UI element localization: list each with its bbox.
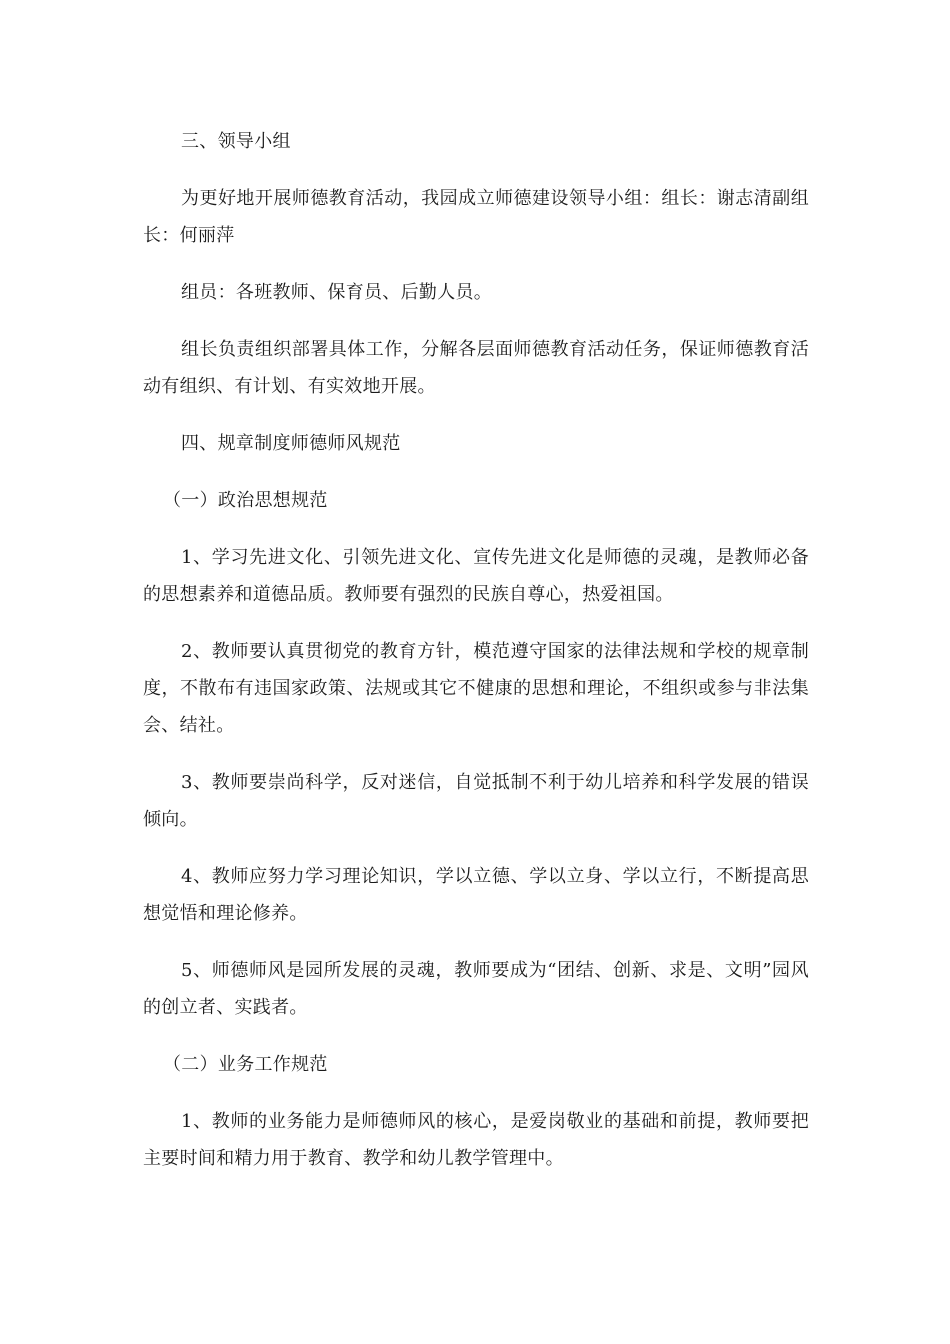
paragraph-political-item-1: 1、学习先进文化、引领先进文化、宣传先进文化是师德的灵魂，是教师必备的思想素养和道德品质。教师要有强烈的民族自尊心，热爱祖国。: [143, 547, 809, 605]
paragraph-professional-item-1: 1、教师的业务能力是师德师风的核心，是爱岗敬业的基础和前提，教师要把主要时间和精力用于教育、教学和幼儿教学管理中。: [143, 1111, 809, 1169]
subheading-professional-norms: （二）业务工作规范: [163, 1054, 328, 1075]
paragraph-leadership-members: 为更好地开展师德教育活动，我园成立师德建设领导小组：组长：谢志清副组长：何丽萍: [143, 188, 809, 246]
section-heading-regulations: 四、规章制度师德师风规范: [181, 433, 401, 454]
paragraph-group-members: 组员：各班教师、保育员、后勤人员。: [181, 282, 493, 303]
paragraph-political-item-3: 3、教师要崇尚科学，反对迷信，自觉抵制不利于幼儿培养和科学发展的错误倾向。: [143, 772, 809, 830]
section-heading-leadership: 三、领导小组: [181, 131, 291, 152]
paragraph-political-item-5: 5、师德师风是园所发展的灵魂，教师要成为“团结、创新、求是、文明”园风的创立者、实践者。: [143, 960, 809, 1018]
document-body: [143, 123, 809, 1197]
paragraph-leader-duties: 组长负责组织部署具体工作，分解各层面师德教育活动任务，保证师德教育活动有组织、有计划、有实效地开展。: [143, 339, 809, 397]
paragraph-political-item-2: 2、教师要认真贯彻党的教育方针，模范遵守国家的法律法规和学校的规章制度，不散布有违国家政策、法规或其它不健康的思想和理论，不组织或参与非法集会、结社。: [143, 641, 809, 736]
paragraph-political-item-4: 4、教师应努力学习理论知识，学以立德、学以立身、学以立行，不断提高思想觉悟和理论修养。: [143, 866, 809, 924]
subheading-political-norms: （一）政治思想规范: [163, 490, 328, 511]
